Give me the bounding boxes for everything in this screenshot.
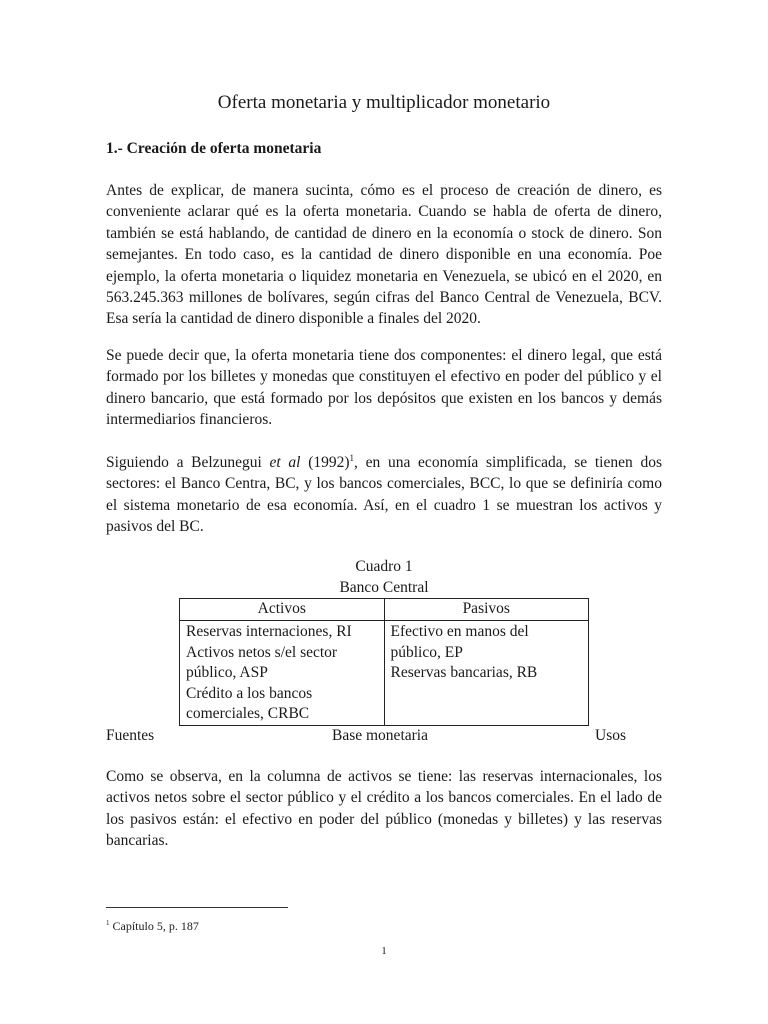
table-body-row [180,621,589,726]
asset-line: Activos netos s/el sector [186,643,338,661]
paragraph-4: Como se observa, en la columna de activos se tiene: las reservas internacionales, los activos netos sobre el sector público y el crédito a los bancos comerciales. En el lado de los pasivos están: el efectivo en poder del público (monedas y billetes) y las reservas bancarias. [106,768,662,850]
page-number: 1 [381,945,387,957]
liabilities-cell [384,621,589,726]
paragraph-2: Se puede decir que, la oferta monetaria tiene dos componentes: el dinero legal, que está formado por los billetes y monedas que constituyen el efectivo en poder del público y el dinero bancario, que está formado por los depósitos que existen en los bancos y demás intermediarios financieros. [106,347,662,429]
footnote-text: Capítulo 5, p. 187 [109,919,199,933]
label-fuentes: Fuentes [106,727,155,744]
footnote [106,915,199,934]
table-caption-number: Cuadro 1 [355,558,413,575]
balance-table [179,598,589,726]
asset-line: público, ASP [186,664,268,681]
asset-line: Reservas internaciones, RI [186,623,352,640]
paragraph-3 [106,452,662,538]
label-usos: Usos [595,727,627,744]
footnote-number: 1 [106,919,110,927]
header-pasivos: Pasivos [384,599,589,621]
paragraph-3-intro: Siguiendo a Belzunegui [106,454,270,471]
document-title: Oferta monetaria y multiplicador monetario [217,92,551,113]
liability-line: público, EP [390,643,463,661]
asset-line: Crédito a los bancos [186,684,313,702]
section-heading: 1.- Creación de oferta monetaria [106,140,322,157]
header-activos: Activos [180,599,385,621]
asset-line: comerciales, CRBC [186,705,310,722]
table-header-row [180,599,589,621]
paragraph-1: Antes de explicar, de manera sucinta, cómo es el proceso de creación de dinero, es conveniente aclarar qué es la oferta monetaria. Cuando se habla de oferta de dinero, también se está hablando, de cantidad de dinero en la economía o stock de dinero. Son semejantes. En todo caso, es la cantidad de dinero disponible en una economía. Poe ejemplo, la oferta monetaria o liquidez monetaria en Venezuela, se ubicó en el 2020, en 563.245.363 millones de bolívares, según cifras del Banco Central de Venezuela, BCV. Esa sería la cantidad de dinero disponible a finales del 2020. [106,182,662,328]
liability-line: Reservas bancarias, RB [390,664,538,681]
paragraph-3-year: (1992) [300,454,350,471]
paragraph-3-body: , en una economía simplificada, se tienen dos sectores: el Banco Centra, BC, y los bancos comerciales, BCC, lo que se definiría como el sistema monetario de esa economía. Así, en el cuadro 1 se muestran los activos y pasivos del BC. [106,454,662,536]
assets-cell [180,621,385,726]
label-base-monetaria: Base monetaria [332,727,428,744]
table-caption-title: Banco Central [339,579,429,596]
liability-line: Efectivo en manos del [390,623,529,640]
footnote-reference[interactable]: 1 [349,452,355,463]
footnote-divider [106,907,288,908]
paragraph-3-et-al: et al [269,454,301,471]
